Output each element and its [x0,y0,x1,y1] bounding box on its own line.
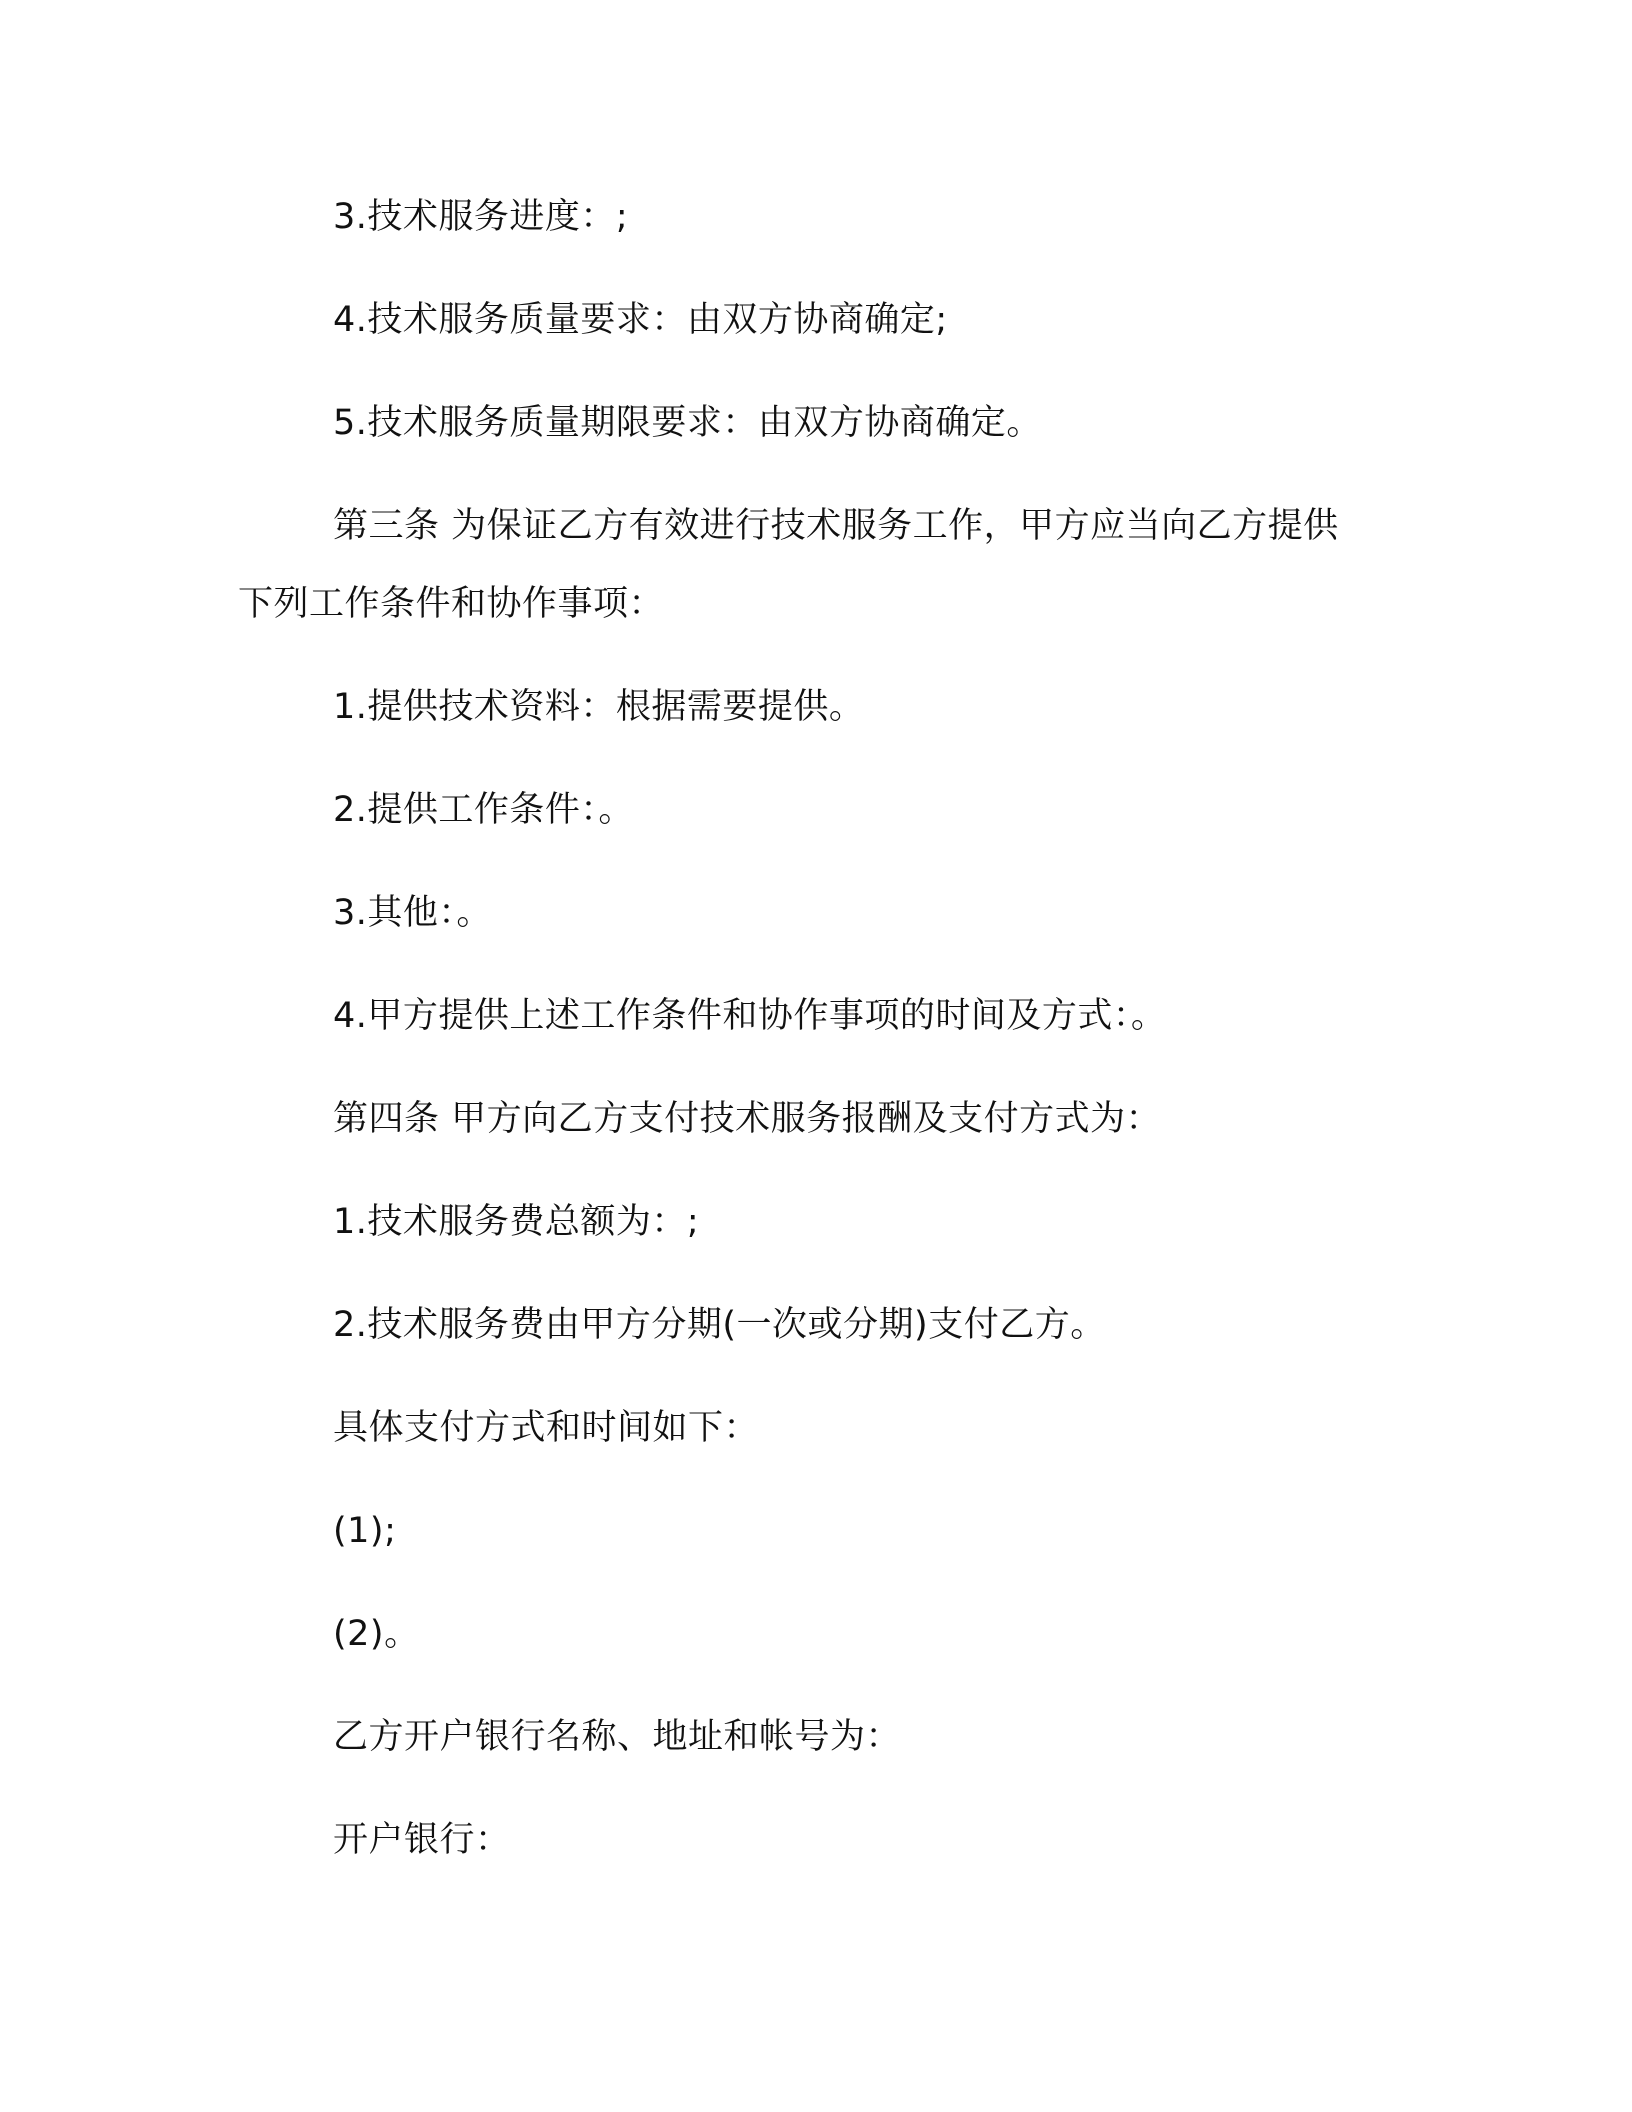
bank-name-label: 开户银行： [333,1820,511,1860]
article-three-line-2: 下列工作条件和协作事项： [238,584,665,624]
payment-item-2: (2)。 [333,1614,420,1654]
item-payment-installments: 2.技术服务费由甲方分期(一次或分期)支付乙方。 [333,1305,1106,1345]
item-other: 3.其他：。 [333,893,492,933]
clause-quality-requirement: 4.技术服务质量要求：由双方协商确定; [333,300,948,340]
item-time-and-method: 4.甲方提供上述工作条件和协作事项的时间及方式：。 [333,996,1167,1036]
article-four: 第四条 甲方向乙方支付技术服务报酬及支付方式为： [333,1099,1162,1139]
item-technical-materials: 1.提供技术资料：根据需要提供。 [333,687,865,727]
bank-info-heading: 乙方开户银行名称、地址和帐号为： [333,1717,902,1757]
payment-details-heading: 具体支付方式和时间如下： [333,1408,760,1448]
item-working-conditions: 2.提供工作条件：。 [333,790,634,830]
article-three-line-1: 第三条 为保证乙方有效进行技术服务工作，甲方应当向乙方提供 [333,506,1339,546]
clause-quality-period: 5.技术服务质量期限要求：由双方协商确定。 [333,403,1042,443]
payment-item-1: (1); [333,1511,397,1551]
item-total-fee: 1.技术服务费总额为：; [333,1202,700,1242]
clause-progress: 3.技术服务进度：; [333,197,629,237]
